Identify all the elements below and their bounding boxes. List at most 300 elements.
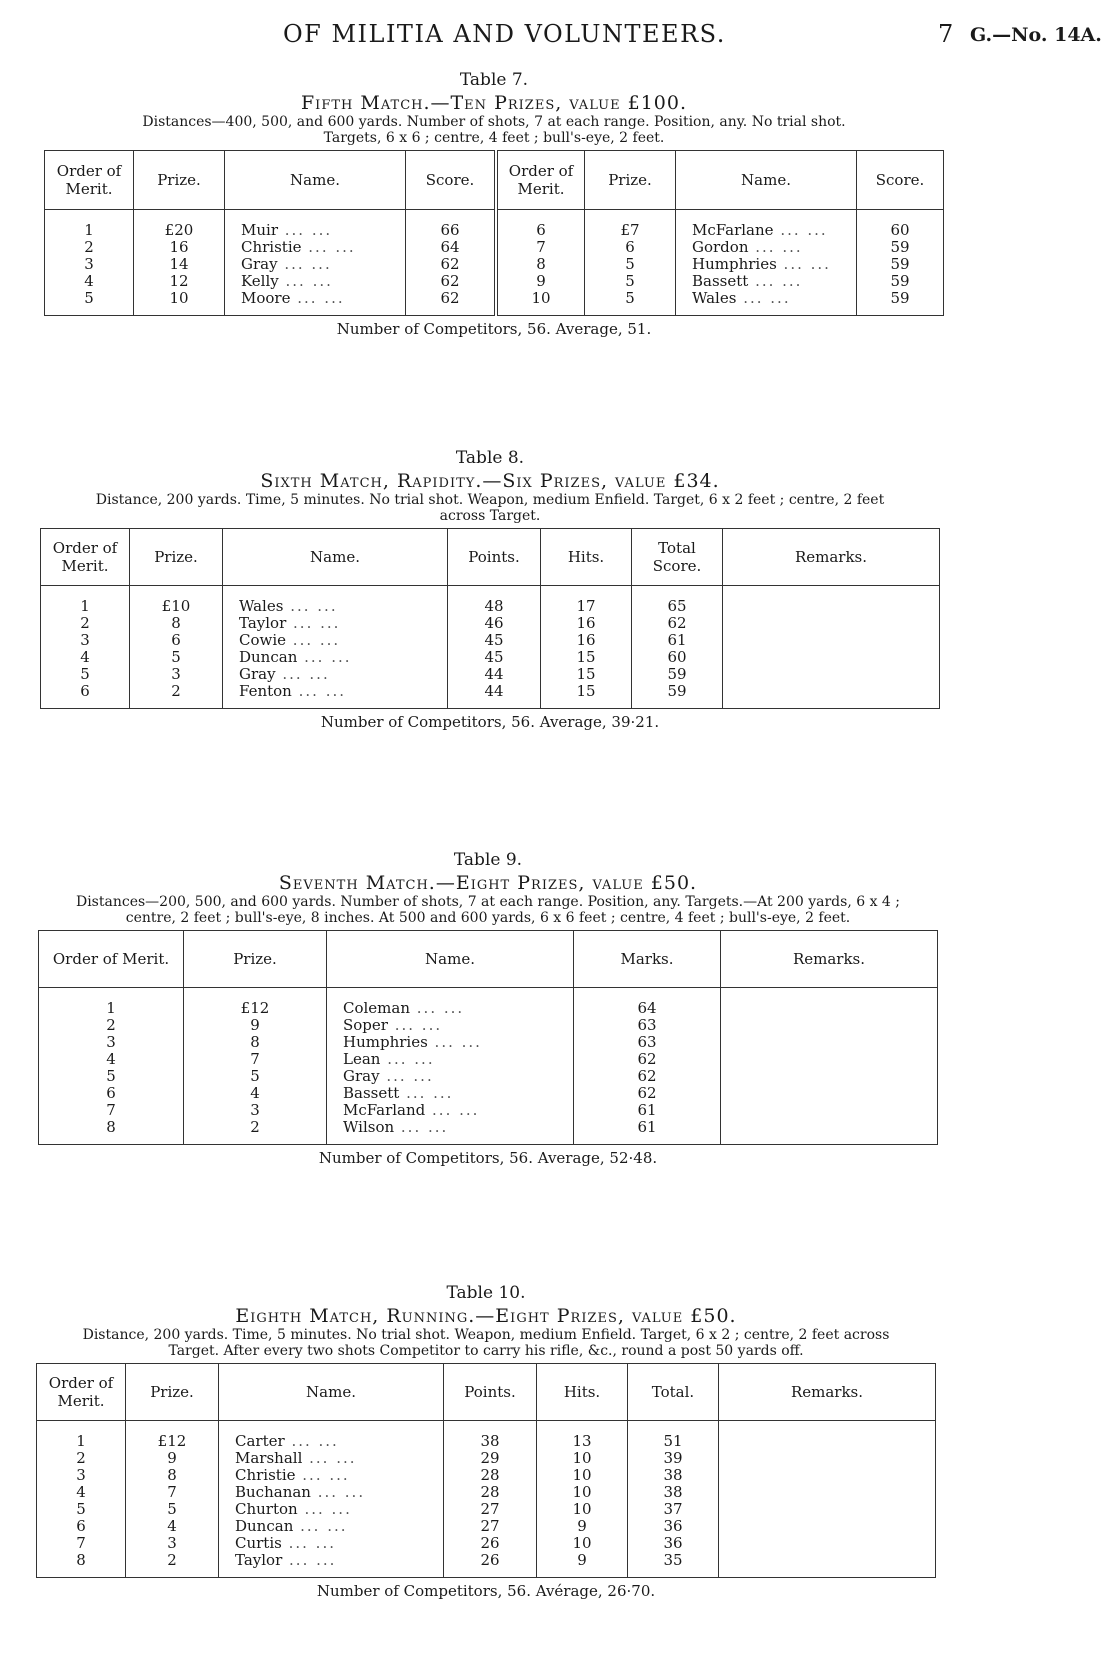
table-row <box>39 1034 938 1051</box>
cell: 27 <box>444 1518 537 1535</box>
cell: 10 <box>537 1484 628 1501</box>
cell: 51 <box>628 1421 719 1451</box>
cell: 6 <box>585 239 676 256</box>
leader-dots: ... ... <box>278 272 333 290</box>
cell: 5 <box>585 256 676 273</box>
table-footer: Number of Competitors, 56. Average, 51. <box>336 320 652 338</box>
col-header: Name. <box>676 151 857 210</box>
cell: 4 <box>126 1518 219 1535</box>
name-cell: Wales ... ... <box>676 290 857 316</box>
cell: 1 <box>39 988 184 1018</box>
cell: 61 <box>574 1119 721 1145</box>
col-header: Prize. <box>126 1364 219 1421</box>
name-cell: Moore ... ... <box>225 290 406 316</box>
cell: £10 <box>130 586 223 616</box>
cell: 7 <box>37 1535 126 1552</box>
leader-dots: ... ... <box>297 1500 352 1518</box>
cell: 45 <box>448 632 541 649</box>
cell: 4 <box>184 1085 327 1102</box>
cell: 5 <box>585 273 676 290</box>
remarks-cell <box>721 1119 938 1145</box>
cell: 10 <box>537 1467 628 1484</box>
match-description: across Target. <box>439 508 541 524</box>
cell: 1 <box>37 1421 126 1451</box>
cell: 3 <box>126 1535 219 1552</box>
remarks-cell <box>721 1102 938 1119</box>
cell: 12 <box>134 273 225 290</box>
page-number: 7 <box>938 20 954 48</box>
cell: 35 <box>628 1552 719 1578</box>
match-title: Eighth Match, Running.—Eight Prizes, value £50. <box>235 1305 737 1327</box>
cell: 44 <box>448 666 541 683</box>
table-row <box>39 1051 938 1068</box>
document-reference: G.—No. 14A. <box>970 24 1102 46</box>
cell: 38 <box>444 1421 537 1451</box>
cell: 4 <box>41 649 130 666</box>
cell: 59 <box>890 238 910 256</box>
cell: 3 <box>184 1102 327 1119</box>
cell: 6 <box>37 1518 126 1535</box>
leader-dots: ... ... <box>773 221 828 239</box>
cell: 62 <box>574 1085 721 1102</box>
cell: 2 <box>41 615 130 632</box>
table-number: Table 9. <box>453 850 523 870</box>
name-cell: Gray ... ... <box>223 666 448 683</box>
col-header: Name. <box>327 931 574 988</box>
col-header: Order of Merit. <box>496 151 585 210</box>
name-cell: Bassett ... ... <box>327 1085 574 1102</box>
col-header: Prize. <box>184 931 327 988</box>
table-row <box>41 615 940 632</box>
leader-dots: ... ... <box>748 272 803 290</box>
table-footer: Number of Competitors, 56. Average, 39·21. <box>320 713 660 731</box>
name-cell: Taylor ... ... <box>223 615 448 632</box>
header-row <box>45 151 944 210</box>
col-header: Points. <box>444 1364 537 1421</box>
cell: 64 <box>406 239 497 256</box>
name-cell: Coleman ... ... <box>327 988 574 1018</box>
cell: 10 <box>134 290 225 316</box>
cell: 8 <box>130 615 223 632</box>
cell: 29 <box>444 1450 537 1467</box>
leader-dots: ... ... <box>748 238 803 256</box>
cell: 61 <box>574 1102 721 1119</box>
leader-dots: ... ... <box>399 1084 454 1102</box>
col-header: Score. <box>857 151 944 210</box>
table-9-section <box>38 850 938 1167</box>
results-table <box>44 150 944 316</box>
cell: 5 <box>130 649 223 666</box>
table-row <box>39 1102 938 1119</box>
col-header: Marks. <box>574 931 721 988</box>
cell: 36 <box>628 1535 719 1552</box>
results-table <box>40 528 940 709</box>
cell: 62 <box>406 290 497 316</box>
cell: 65 <box>632 586 723 616</box>
cell: 8 <box>496 256 585 273</box>
cell: 6 <box>39 1085 184 1102</box>
cell: 13 <box>537 1421 628 1451</box>
col-header: Name. <box>219 1364 444 1421</box>
cell: 7 <box>184 1051 327 1068</box>
cell: 45 <box>448 649 541 666</box>
cell: 14 <box>134 256 225 273</box>
cell: 39 <box>628 1450 719 1467</box>
cell: 3 <box>41 632 130 649</box>
table-row <box>37 1552 936 1578</box>
table-row <box>41 586 940 616</box>
cell: 44 <box>448 683 541 709</box>
cell: 8 <box>39 1119 184 1145</box>
cell: 2 <box>126 1552 219 1578</box>
table-row <box>37 1484 936 1501</box>
cell: 1 <box>41 586 130 616</box>
cell: 3 <box>39 1034 184 1051</box>
leader-dots: ... ... <box>380 1050 435 1068</box>
match-title: Sixth Match, Rapidity.—Six Prizes, value £34. <box>260 470 720 492</box>
cell: 10 <box>537 1535 628 1552</box>
remarks-cell <box>719 1450 936 1467</box>
cell: 63 <box>574 1017 721 1034</box>
col-header: Order of Merit. <box>39 931 184 988</box>
name-cell: Buchanan ... ... <box>219 1484 444 1501</box>
cell: 64 <box>574 988 721 1018</box>
table-footer: Number of Competitors, 56. Avérage, 26·70. <box>316 1582 656 1600</box>
results-table <box>38 930 938 1145</box>
remarks-cell <box>721 988 938 1018</box>
col-header: Score. <box>406 151 497 210</box>
cell: 15 <box>541 666 632 683</box>
cell: 10 <box>496 290 585 316</box>
cell: 60 <box>632 649 723 666</box>
cell: £12 <box>126 1421 219 1451</box>
name-cell: Gordon ... ... <box>676 239 857 256</box>
cell: 6 <box>41 683 130 709</box>
cell: 62 <box>632 615 723 632</box>
name-cell: Muir ... ... <box>225 210 406 240</box>
remarks-cell <box>721 1085 938 1102</box>
match-description: Target. After every two shots Competitor to carry his rifle, &c., round a post 50 yards off. <box>168 1343 804 1359</box>
cell: 62 <box>406 256 497 273</box>
cell: 8 <box>126 1467 219 1484</box>
name-cell: Wilson ... ... <box>327 1119 574 1145</box>
cell: 37 <box>628 1501 719 1518</box>
cell: 16 <box>134 239 225 256</box>
cell: 7 <box>496 239 585 256</box>
name-cell: Duncan ... ... <box>223 649 448 666</box>
cell: 2 <box>45 239 134 256</box>
cell: 62 <box>406 273 497 290</box>
cell: 4 <box>37 1484 126 1501</box>
cell: 26 <box>444 1535 537 1552</box>
cell: 9 <box>537 1552 628 1578</box>
match-description: Targets, 6 x 6 ; centre, 4 feet ; bull's-eye, 2 feet. <box>323 130 665 146</box>
cell: 5 <box>37 1501 126 1518</box>
cell: 48 <box>448 586 541 616</box>
remarks-cell <box>723 649 940 666</box>
col-header: Prize. <box>585 151 676 210</box>
col-header: Total. <box>628 1364 719 1421</box>
page-title: OF MILITIA AND VOLUNTEERS. <box>283 20 726 48</box>
cell: 15 <box>541 683 632 709</box>
leader-dots: ... ... <box>284 1432 339 1450</box>
cell: 59 <box>890 289 910 307</box>
match-description: Distance, 200 yards. Time, 5 minutes. No trial shot. Weapon, medium Enfield. Target, 6 x 2 feet ; centre, 2 feet <box>95 492 885 508</box>
table-row <box>41 632 940 649</box>
cell: 59 <box>632 683 723 709</box>
name-cell: Duncan ... ... <box>219 1518 444 1535</box>
cell: 5 <box>41 666 130 683</box>
cell: 8 <box>37 1552 126 1578</box>
leader-dots: ... ... <box>410 999 465 1017</box>
remarks-cell <box>723 586 940 616</box>
col-header: Name. <box>225 151 406 210</box>
table-row <box>39 1119 938 1145</box>
name-cell: Cowie ... ... <box>223 632 448 649</box>
cell: 3 <box>130 666 223 683</box>
table-row <box>41 666 940 683</box>
leader-dots: ... ... <box>295 1466 350 1484</box>
cell: 3 <box>45 256 134 273</box>
col-header: Hits. <box>541 529 632 586</box>
leader-dots: ... ... <box>379 1067 434 1085</box>
remarks-cell <box>719 1535 936 1552</box>
name-cell: Fenton ... ... <box>223 683 448 709</box>
cell: 28 <box>444 1484 537 1501</box>
remarks-cell <box>719 1501 936 1518</box>
table-row <box>37 1535 936 1552</box>
col-header: Remarks. <box>721 931 938 988</box>
col-header: Remarks. <box>723 529 940 586</box>
remarks-cell <box>721 1034 938 1051</box>
cell: 5 <box>184 1068 327 1085</box>
col-header: Prize. <box>130 529 223 586</box>
name-cell: Christie ... ... <box>225 239 406 256</box>
cell: 9 <box>537 1518 628 1535</box>
cell: 66 <box>406 210 497 240</box>
cell: £7 <box>585 210 676 240</box>
table-10-section <box>36 1283 936 1600</box>
col-header: Order of Merit. <box>37 1364 126 1421</box>
results-table <box>36 1363 936 1578</box>
cell: 61 <box>632 632 723 649</box>
leader-dots: ... ... <box>286 614 341 632</box>
remarks-cell <box>723 666 940 683</box>
cell: 2 <box>39 1017 184 1034</box>
cell: 2 <box>37 1450 126 1467</box>
remarks-cell <box>719 1421 936 1451</box>
cell: 59 <box>890 255 910 273</box>
header-row <box>41 529 940 586</box>
cell: £12 <box>184 988 327 1018</box>
leader-dots: ... ... <box>387 1016 443 1034</box>
cell: 9 <box>126 1450 219 1467</box>
leader-dots: ... ... <box>291 682 347 700</box>
leader-dots: ... ... <box>281 1534 336 1552</box>
cell: 7 <box>126 1484 219 1501</box>
table-row <box>45 239 944 256</box>
cell: 8 <box>184 1034 327 1051</box>
leader-dots: ... ... <box>286 631 341 649</box>
name-cell: Bassett ... ... <box>676 273 857 290</box>
cell: 59 <box>632 666 723 683</box>
cell: 62 <box>574 1068 721 1085</box>
match-description: centre, 2 feet ; bull's-eye, 8 inches. At 500 and 600 yards, 6 x 6 feet ; centre, 4 feet ; bull's-eye, 2 feet. <box>125 910 851 926</box>
leader-dots: ... ... <box>282 1551 337 1569</box>
table-row <box>41 683 940 709</box>
col-header: Prize. <box>134 151 225 210</box>
header-row <box>39 931 938 988</box>
name-cell: Marshall ... ... <box>219 1450 444 1467</box>
table-row <box>37 1467 936 1484</box>
cell: 28 <box>444 1467 537 1484</box>
cell: 46 <box>448 615 541 632</box>
leader-dots: ... ... <box>297 648 352 666</box>
table-row <box>45 273 944 290</box>
header-row <box>37 1364 936 1421</box>
table-row <box>41 649 940 666</box>
cell: 60 <box>890 221 910 239</box>
cell: 4 <box>39 1051 184 1068</box>
cell: 3 <box>37 1467 126 1484</box>
cell: 15 <box>541 649 632 666</box>
cell: 5 <box>585 290 676 316</box>
match-description: Distances—400, 500, and 600 yards. Number of shots, 7 at each range. Position, any. No trial shot. <box>142 114 846 130</box>
col-header: Remarks. <box>719 1364 936 1421</box>
name-cell: Humphries ... ... <box>327 1034 574 1051</box>
table-number: Table 10. <box>446 1283 526 1303</box>
cell: 38 <box>628 1484 719 1501</box>
cell: 7 <box>39 1102 184 1119</box>
leader-dots: ... ... <box>290 289 345 307</box>
leader-dots: ... ... <box>776 255 831 273</box>
cell: 5 <box>39 1068 184 1085</box>
table-row <box>39 1017 938 1034</box>
name-cell: Taylor ... ... <box>219 1552 444 1578</box>
leader-dots: ... ... <box>736 289 791 307</box>
cell: 6 <box>496 210 585 240</box>
table-row <box>39 1085 938 1102</box>
table-row <box>37 1518 936 1535</box>
cell: 16 <box>541 632 632 649</box>
leader-dots: ... ... <box>275 665 330 683</box>
name-cell: McFarlane ... ... <box>676 210 857 240</box>
name-cell: Lean ... ... <box>327 1051 574 1068</box>
cell: 9 <box>184 1017 327 1034</box>
leader-dots: ... ... <box>301 238 356 256</box>
table-row <box>37 1450 936 1467</box>
cell: 62 <box>574 1051 721 1068</box>
cell: 2 <box>184 1119 327 1145</box>
remarks-cell <box>719 1484 936 1501</box>
cell: 17 <box>541 586 632 616</box>
cell: 10 <box>537 1501 628 1518</box>
remarks-cell <box>719 1467 936 1484</box>
leader-dots: ... ... <box>310 1483 366 1501</box>
name-cell: Soper ... ... <box>327 1017 574 1034</box>
cell: 1 <box>45 210 134 240</box>
name-cell: Gray ... ... <box>327 1068 574 1085</box>
col-header: Total Score. <box>632 529 723 586</box>
name-cell: Curtis ... ... <box>219 1535 444 1552</box>
name-cell: Churton ... ... <box>219 1501 444 1518</box>
remarks-cell <box>721 1017 938 1034</box>
remarks-cell <box>721 1068 938 1085</box>
cell: 36 <box>628 1518 719 1535</box>
table-row <box>45 210 944 240</box>
cell: 63 <box>574 1034 721 1051</box>
name-cell: Kelly ... ... <box>225 273 406 290</box>
table-footer: Number of Competitors, 56. Average, 52·48. <box>318 1149 658 1167</box>
remarks-cell <box>719 1518 936 1535</box>
table-number: Table 7. <box>459 70 529 90</box>
leader-dots: ... ... <box>277 255 332 273</box>
leader-dots: ... ... <box>427 1033 482 1051</box>
cell: 4 <box>45 273 134 290</box>
remarks-cell <box>721 1051 938 1068</box>
cell: 2 <box>130 683 223 709</box>
name-cell: Gray ... ... <box>225 256 406 273</box>
col-header: Name. <box>223 529 448 586</box>
table-row <box>39 988 938 1018</box>
table-7-section <box>44 70 944 338</box>
cell: £20 <box>134 210 225 240</box>
match-description: Distance, 200 yards. Time, 5 minutes. No trial shot. Weapon, medium Enfield. Target, 6 x 2 ; centre, 2 feet across <box>82 1327 890 1343</box>
table-row <box>37 1421 936 1451</box>
cell: 59 <box>890 272 910 290</box>
cell: 10 <box>537 1450 628 1467</box>
remarks-cell <box>723 615 940 632</box>
name-cell: Carter ... ... <box>219 1421 444 1451</box>
table-number: Table 8. <box>455 448 525 468</box>
col-header: Hits. <box>537 1364 628 1421</box>
page-header <box>0 20 1114 54</box>
leader-dots: ... ... <box>283 597 338 615</box>
table-row <box>45 290 944 316</box>
leader-dots: ... ... <box>394 1118 449 1136</box>
leader-dots: ... ... <box>278 221 333 239</box>
cell: 5 <box>45 290 134 316</box>
col-header: Order of Merit. <box>41 529 130 586</box>
remarks-cell <box>723 683 940 709</box>
col-header: Points. <box>448 529 541 586</box>
cell: 27 <box>444 1501 537 1518</box>
name-cell: Christie ... ... <box>219 1467 444 1484</box>
match-title: Seventh Match.—Eight Prizes, value £50. <box>278 872 698 894</box>
remarks-cell <box>723 632 940 649</box>
cell: 5 <box>126 1501 219 1518</box>
name-cell: Wales ... ... <box>223 586 448 616</box>
cell: 38 <box>628 1467 719 1484</box>
table-row <box>37 1501 936 1518</box>
table-row <box>39 1068 938 1085</box>
cell: 16 <box>541 615 632 632</box>
cell: 9 <box>496 273 585 290</box>
leader-dots: ... ... <box>293 1517 348 1535</box>
remarks-cell <box>719 1552 936 1578</box>
leader-dots: ... ... <box>302 1449 357 1467</box>
leader-dots: ... ... <box>425 1101 480 1119</box>
cell: 6 <box>130 632 223 649</box>
table-row <box>45 256 944 273</box>
name-cell: McFarland ... ... <box>327 1102 574 1119</box>
col-header: Order of Merit. <box>45 151 134 210</box>
cell: 26 <box>444 1552 537 1578</box>
match-title: Fifth Match.—Ten Prizes, value £100. <box>301 92 687 114</box>
table-8-section <box>40 448 940 731</box>
name-cell: Humphries ... ... <box>676 256 857 273</box>
match-description: Distances—200, 500, and 600 yards. Number of shots, 7 at each range. Position, any. Targets.—At 200 yards, 6 x 4 ; <box>75 894 901 910</box>
